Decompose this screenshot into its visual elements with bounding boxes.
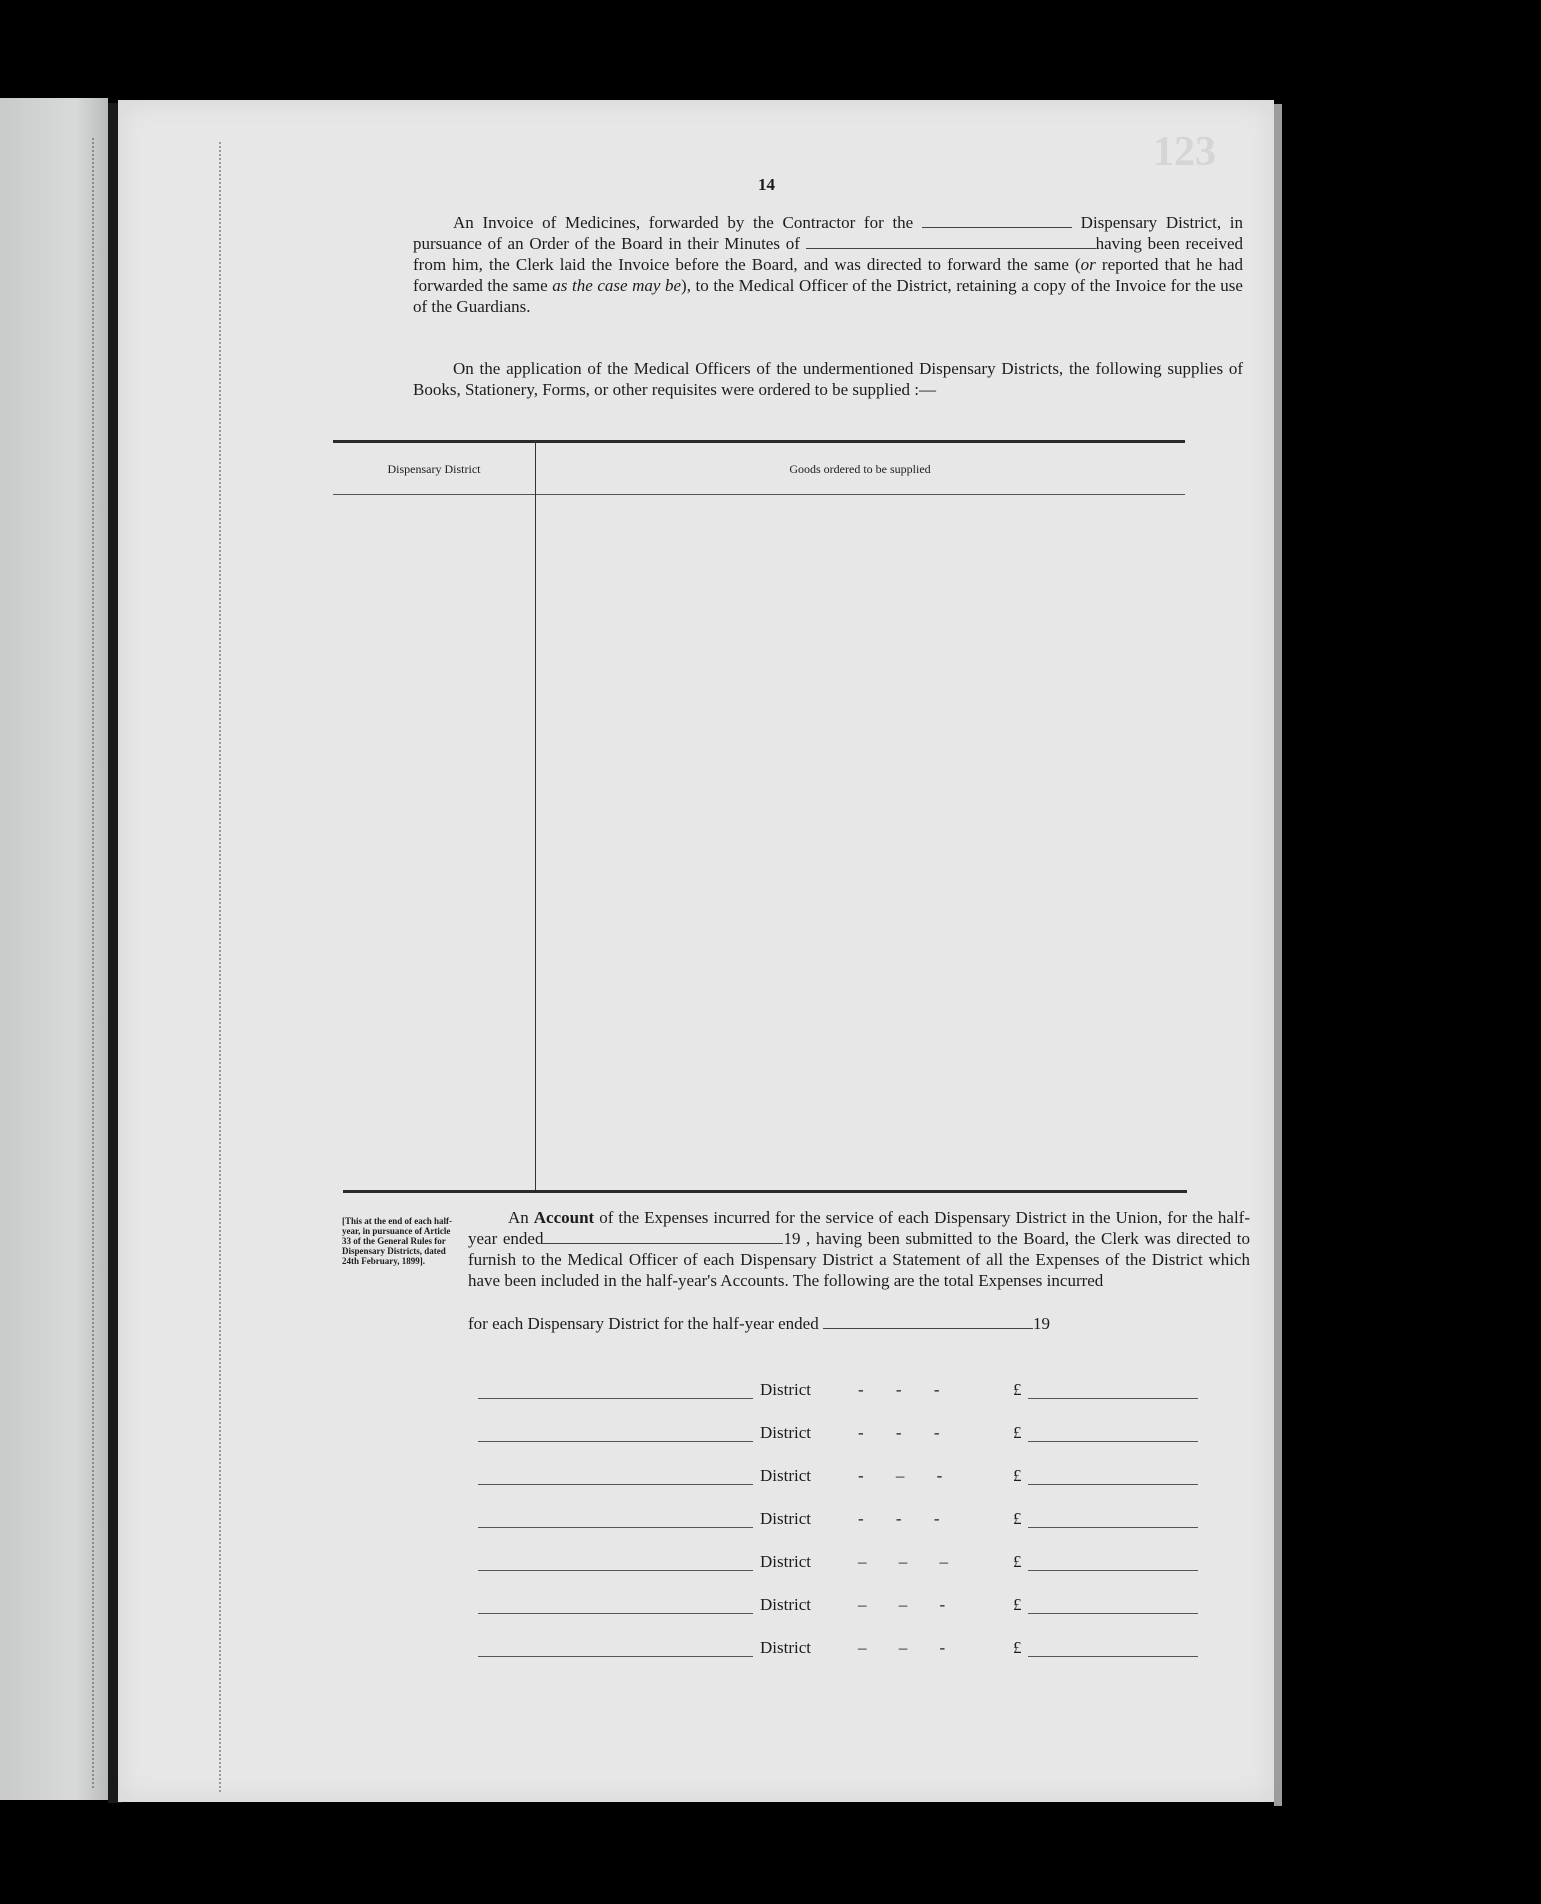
account-last-line: for each Dispensary District for the half-year ended 19 bbox=[468, 1314, 1050, 1333]
page-number: 14 bbox=[758, 175, 775, 194]
bleed-through-number: 123 bbox=[1153, 129, 1216, 175]
margin-note: [This at the end of each half-year, in pursuance of Article 33 of the General Rules for Dispensary Districts, dated 24th February, 1899]. bbox=[342, 1216, 452, 1266]
page-edge bbox=[1274, 104, 1282, 1806]
supplies-paragraph: On the application of the Medical Officers of the undermentioned Dispensary Districts, the following supplies of Books, Stationery, Forms, or other requisites were ordered to be supplied :— bbox=[413, 359, 1243, 399]
invoice-paragraph: An Invoice of Medicines, forwarded by the Contractor for the Dispensary District, in pursuance of an Order of the Board in their Minutes of having been received from him, the Clerk laid the Invoice before the Board, and was directed to forward the same (or reported that he had forwarded the same as the case may be), to the Medical Officer of the District, retaining a copy of the Invoice for the use of the Guardians. bbox=[413, 213, 1244, 316]
district-row: District – – - £ bbox=[478, 1585, 1258, 1625]
district-row: District - - - £ bbox=[478, 1413, 1258, 1453]
document-page bbox=[118, 100, 1274, 1802]
supplies-table bbox=[333, 440, 1185, 1190]
perforation-line bbox=[219, 142, 221, 1792]
account-paragraph: An Account of the Expenses incurred for the service of each Dispensary District in the Union, for the half-year ended 19 , having been submitted to the Board, the Clerk was directed to furnish to the Medical Officer of each Dispensary District a Statement of all the Expenses of the District which have been included in the half-year's Accounts. The following are the total Expenses incurred bbox=[468, 1208, 1250, 1290]
dispensary-district-header: Dispensary District bbox=[387, 462, 481, 476]
district-row: District - - - £ bbox=[478, 1370, 1258, 1410]
goods-ordered-header: Goods ordered to be supplied bbox=[789, 462, 931, 476]
district-row: District - - - £ bbox=[478, 1499, 1258, 1539]
district-row: District – – – £ bbox=[478, 1542, 1258, 1582]
district-row: District - – - £ bbox=[478, 1456, 1258, 1496]
facing-page bbox=[0, 98, 108, 1800]
district-row: District – – - £ bbox=[478, 1628, 1258, 1668]
